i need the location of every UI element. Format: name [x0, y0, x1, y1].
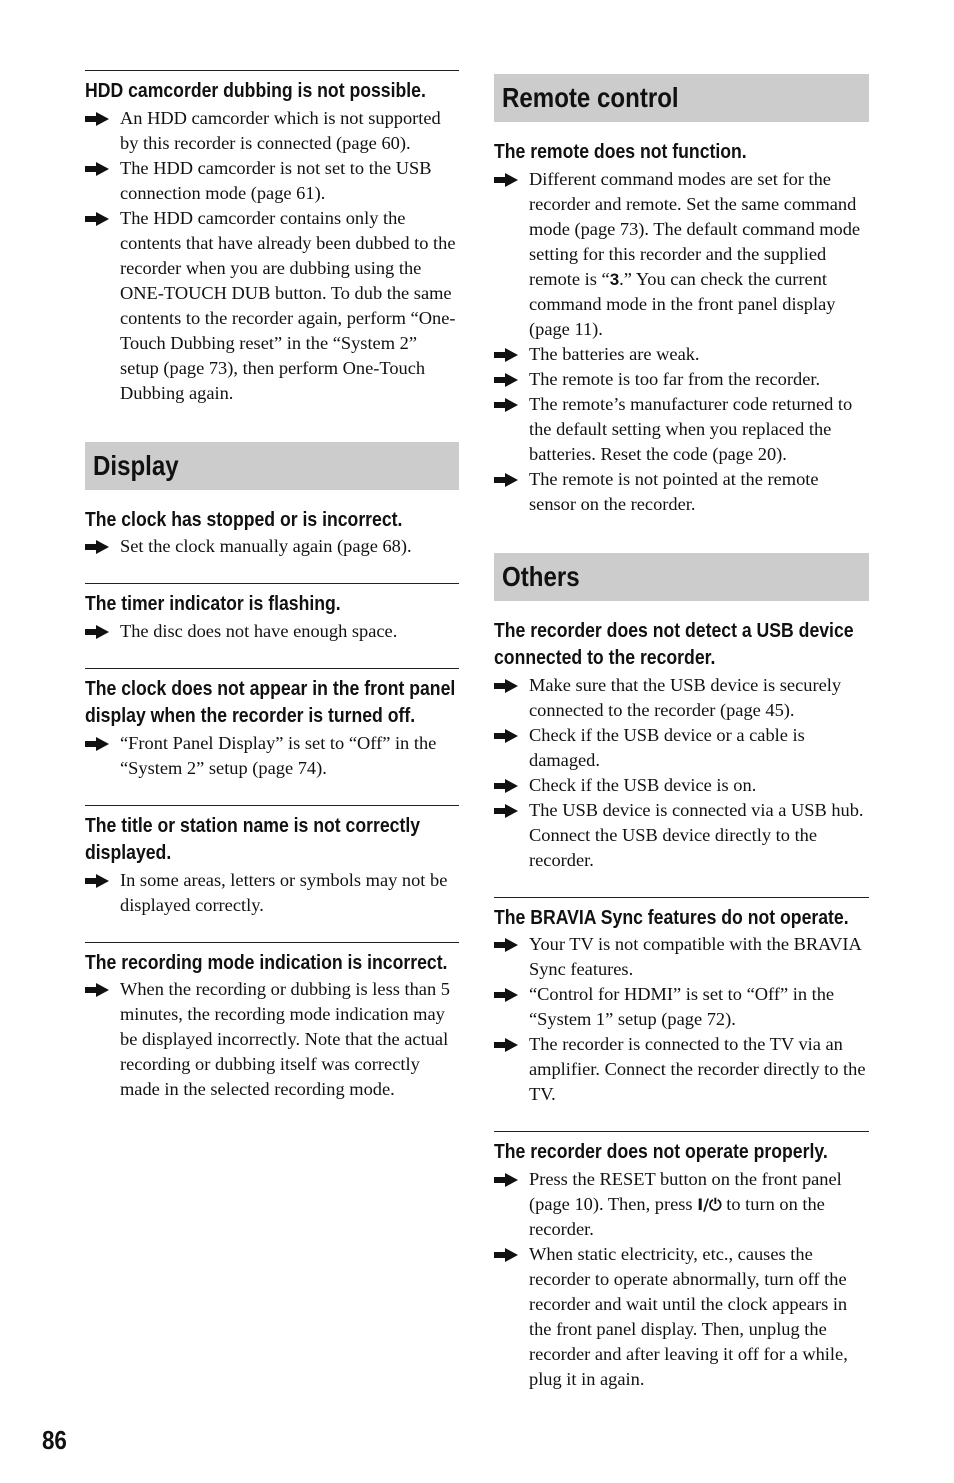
list-item	[85, 534, 459, 559]
issue-question: The recording mode indication is incorrect.	[85, 950, 448, 974]
list-item	[494, 1242, 869, 1392]
answer-text: “Control for HDMI” is set to “Off” in the “System 1” setup (page 72).	[529, 984, 835, 1029]
arrow-right-icon	[494, 1167, 529, 1187]
answer-text: When static electricity, etc., causes the recorder to operate abnormally, turn off the recorder and wait until the clock appears in the front panel display. Then, unplug the recorder and after leaving it off for a while, plug it in again.	[529, 1243, 848, 1389]
list-item	[494, 798, 869, 873]
answer-text: Check if the USB device is on.	[529, 774, 757, 795]
arrow-right-icon	[85, 868, 120, 888]
arrow-right-icon	[494, 932, 529, 952]
arrow-right-icon	[85, 156, 120, 176]
list-item	[494, 723, 869, 773]
answer-text: The batteries are weak.	[529, 343, 700, 364]
left-column	[85, 70, 459, 1126]
answer-text-part: to turn on the recorder.	[529, 1193, 825, 1239]
list-item	[494, 167, 869, 342]
answer-text: The HDD camcorder is not set to the USB connection mode (page 61).	[120, 157, 432, 203]
arrow-right-icon	[494, 1242, 529, 1262]
issue-question: HDD camcorder dubbing is not possible.	[85, 79, 426, 102]
issue-question: The clock does not appear in the front panel display when the recorder is turned off.	[85, 676, 456, 727]
answer-text: The disc does not have enough space.	[120, 620, 398, 641]
issue-timer-flashing	[85, 583, 459, 644]
power-button-symbol: I/⏻	[697, 1194, 722, 1214]
arrow-right-icon	[494, 723, 529, 743]
arrow-right-icon	[85, 619, 120, 639]
issue-question: The clock has stopped or is incorrect.	[85, 507, 403, 531]
answer-text: The remote is too far from the recorder.	[529, 368, 821, 389]
answer-text	[529, 167, 869, 342]
list-item	[494, 932, 869, 982]
issue-question: The recorder does not operate properly.	[494, 1140, 828, 1163]
issue-question: The timer indicator is flashing.	[85, 592, 341, 615]
issue-question: The recorder does not detect a USB device connected to the recorder.	[494, 618, 854, 669]
list-item	[494, 342, 869, 367]
arrow-right-icon	[85, 731, 120, 751]
issue-not-operate-properly	[494, 1131, 869, 1392]
issue-hdd-dubbing	[85, 70, 459, 406]
answer-text: In some areas, letters or symbols may not be displayed correctly.	[120, 869, 448, 915]
arrow-right-icon	[494, 798, 529, 818]
section-title: Remote control	[502, 82, 679, 113]
arrow-right-icon	[85, 977, 120, 997]
arrow-right-icon	[494, 1032, 529, 1052]
answer-text: The HDD camcorder contains only the contents that have already been dubbed to the recorder when you are dubbing using the ONE-TOUCH DUB button. To dub the same contents to the recorder again, perform “One-Touch Dubbing reset” in the “System 2” setup (page 73), then perform One-Touch Dubbing again.	[120, 207, 456, 403]
list-item	[494, 367, 869, 392]
list-item	[494, 1167, 869, 1242]
list-item	[494, 982, 869, 1032]
answer-text: The remote’s manufacturer code returned to the default setting when you replaced the batteries. Reset the code (page 20).	[529, 393, 853, 464]
issue-question: The title or station name is not correctly displayed.	[85, 813, 421, 864]
answer-text: Set the clock manually again (page 68).	[120, 536, 412, 556]
section-title: Others	[502, 560, 580, 592]
list-item	[85, 977, 459, 1102]
arrow-right-icon	[85, 534, 120, 554]
section-heading-remote-control	[494, 74, 869, 122]
list-item	[85, 156, 459, 206]
list-item	[494, 392, 869, 467]
issue-usb-not-detected	[494, 617, 869, 873]
answer-text-part: Different command modes are set for the recorder and remote. Set the same command mode (page 73). The default command mode setting for this recorder and the supplied remote is “	[529, 168, 861, 289]
issue-clock-stopped	[85, 506, 459, 560]
list-item	[494, 673, 869, 723]
issue-question: The BRAVIA Sync features do not operate.	[494, 905, 849, 929]
answer-text: Check if the USB device or a cable is damaged.	[529, 724, 805, 770]
arrow-right-icon	[494, 467, 529, 487]
arrow-right-icon	[494, 367, 529, 387]
list-item	[85, 106, 459, 156]
answer-text: When the recording or dubbing is less than 5 minutes, the recording mode indication may be displayed incorrectly. Note that the actual recording or dubbing itself was correctly made in the selected recording mode.	[120, 979, 450, 1099]
arrow-right-icon	[494, 392, 529, 412]
answer-text: Your TV is not compatible with the BRAVIA Sync features.	[529, 934, 861, 979]
arrow-right-icon	[85, 106, 120, 126]
section-heading-others	[494, 553, 869, 601]
answer-text: “Front Panel Display” is set to “Off” in the “System 2” setup (page 74).	[120, 732, 437, 778]
arrow-right-icon	[494, 342, 529, 362]
arrow-right-icon	[494, 982, 529, 1002]
issue-bravia-sync	[494, 897, 869, 1108]
list-item	[85, 868, 459, 918]
section-title: Display	[93, 449, 179, 481]
answer-text: The recorder is connected to the TV via an amplifier. Connect the recorder directly to the TV.	[529, 1034, 866, 1104]
list-item	[85, 206, 459, 406]
answer-text: The remote is not pointed at the remote sensor on the recorder.	[529, 468, 819, 514]
right-column	[494, 74, 869, 1416]
arrow-right-icon	[494, 773, 529, 793]
answer-text	[529, 1167, 869, 1242]
issue-title-station-name	[85, 805, 459, 918]
answer-text: The USB device is connected via a USB hub. Connect the USB device directly to the recorder.	[529, 799, 864, 870]
list-item	[85, 731, 459, 781]
answer-text-part: Press the RESET button on the front panel (page 10). Then, press	[529, 1168, 842, 1214]
issue-front-panel-clock	[85, 668, 459, 781]
answer-text-part: .” You can check the current command mode in the front panel display (page 11).	[529, 268, 836, 339]
list-item	[494, 467, 869, 517]
arrow-right-icon	[494, 673, 529, 693]
list-item	[85, 619, 459, 644]
section-heading-display	[85, 442, 459, 490]
issue-remote-not-function	[494, 138, 869, 517]
issue-question: The remote does not function.	[494, 140, 747, 163]
answer-text: Make sure that the USB device is securely connected to the recorder (page 45).	[529, 674, 842, 720]
issue-recording-mode	[85, 942, 459, 1103]
arrow-right-icon	[85, 206, 120, 226]
command-mode-value: 3	[609, 269, 620, 289]
list-item	[494, 1032, 869, 1107]
arrow-right-icon	[494, 167, 529, 187]
list-item	[494, 773, 869, 798]
page-number: 86	[42, 1425, 67, 1455]
answer-text: An HDD camcorder which is not supported by this recorder is connected (page 60).	[120, 107, 441, 153]
